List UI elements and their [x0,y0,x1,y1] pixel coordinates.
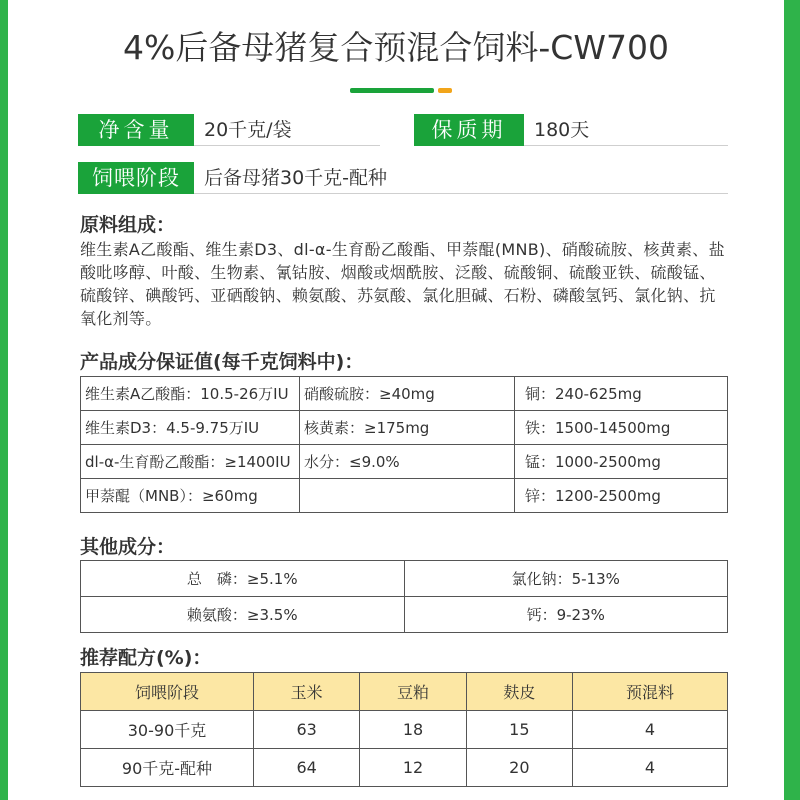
other-ingredients-table [80,560,728,633]
feeding-stage-value: 后备母猪30千克-配种 [194,162,728,194]
table-cell: 甲萘醌（MNB）：≥60mg [81,479,300,513]
table-cell: 铜：240-625mg [515,377,728,411]
title-underline-green [350,88,434,93]
page-title: 4%后备母猪复合预混合饲料-CW700 [123,28,669,67]
net-content-label: 净含量 [78,114,194,146]
table-cell: 20 [466,749,572,787]
table-cell: 赖氨酸：≥3.5% [81,597,405,633]
table-cell: 4 [573,711,728,749]
table-cell: 12 [360,749,466,787]
table-row [81,749,728,787]
table-cell: 氯化钠：5-13% [404,561,728,597]
recipe-table [80,672,728,787]
table-cell: 18 [360,711,466,749]
table-cell: 维生素A乙酸酯：10.5-26万IU [81,377,300,411]
table-cell: 64 [254,749,360,787]
title-underline-orange [438,88,452,93]
table-cell: 4 [573,749,728,787]
column-header: 预混料 [573,673,728,711]
column-header: 饲喂阶段 [81,673,254,711]
table-cell: 90千克-配种 [81,749,254,787]
column-header: 麸皮 [466,673,572,711]
ingredients-text: 维生素A乙酸酯、维生素D3、dl-α-生育酚乙酸酯、甲萘醌(MNB)、硝酸硫胺、核黄素、盐酸吡哆醇、叶酸、生物素、氰钴胺、烟酸或烟酰胺、泛酸、硫酸铜、硫酸亚铁、硫酸锰、硫酸锌、碘酸钙、亚硒酸钠、赖氨酸、苏氨酸、氯化胆碱、石粉、磷酸氢钙、氯化钠、抗氧化剂等。 [80,240,725,328]
table-cell: 63 [254,711,360,749]
table-cell: 铁：1500-14500mg [515,411,728,445]
table-row [81,445,728,479]
shelf-life-value: 180天 [524,114,728,146]
table-cell: 锰：1000-2500mg [515,445,728,479]
recipe-heading: 推荐配方(%)： [80,647,212,669]
column-header: 豆粕 [360,673,466,711]
table-cell: 核黄素：≥175mg [300,411,515,445]
table-header-row [81,673,728,711]
shelf-life-label: 保质期 [414,114,524,146]
guarantee-heading: 产品成分保证值(每千克饲料中)： [80,351,364,373]
table-cell: 硝酸硫胺：≥40mg [300,377,515,411]
table-row [81,711,728,749]
column-header: 玉米 [254,673,360,711]
product-label-page [8,0,784,800]
table-row [81,561,728,597]
table-row [81,377,728,411]
table-row [81,411,728,445]
other-ingredients-heading: 其他成分： [80,536,176,558]
ingredients-heading: 原料组成： [80,214,176,236]
table-cell: 钙：9-23% [404,597,728,633]
table-cell: 锌：1200-2500mg [515,479,728,513]
guarantee-table [80,376,728,513]
table-cell: 维生素D3：4.5-9.75万IU [81,411,300,445]
feeding-stage-label: 饲喂阶段 [78,162,194,194]
table-cell: 15 [466,711,572,749]
table-cell: dl-α-生育酚乙酸酯：≥1400IU [81,445,300,479]
table-cell [300,479,515,513]
table-cell: 30-90千克 [81,711,254,749]
table-row [81,479,728,513]
table-row [81,597,728,633]
table-cell: 总 磷：≥5.1% [81,561,405,597]
table-cell: 水分：≤9.0% [300,445,515,479]
net-content-value: 20千克/袋 [194,114,380,146]
